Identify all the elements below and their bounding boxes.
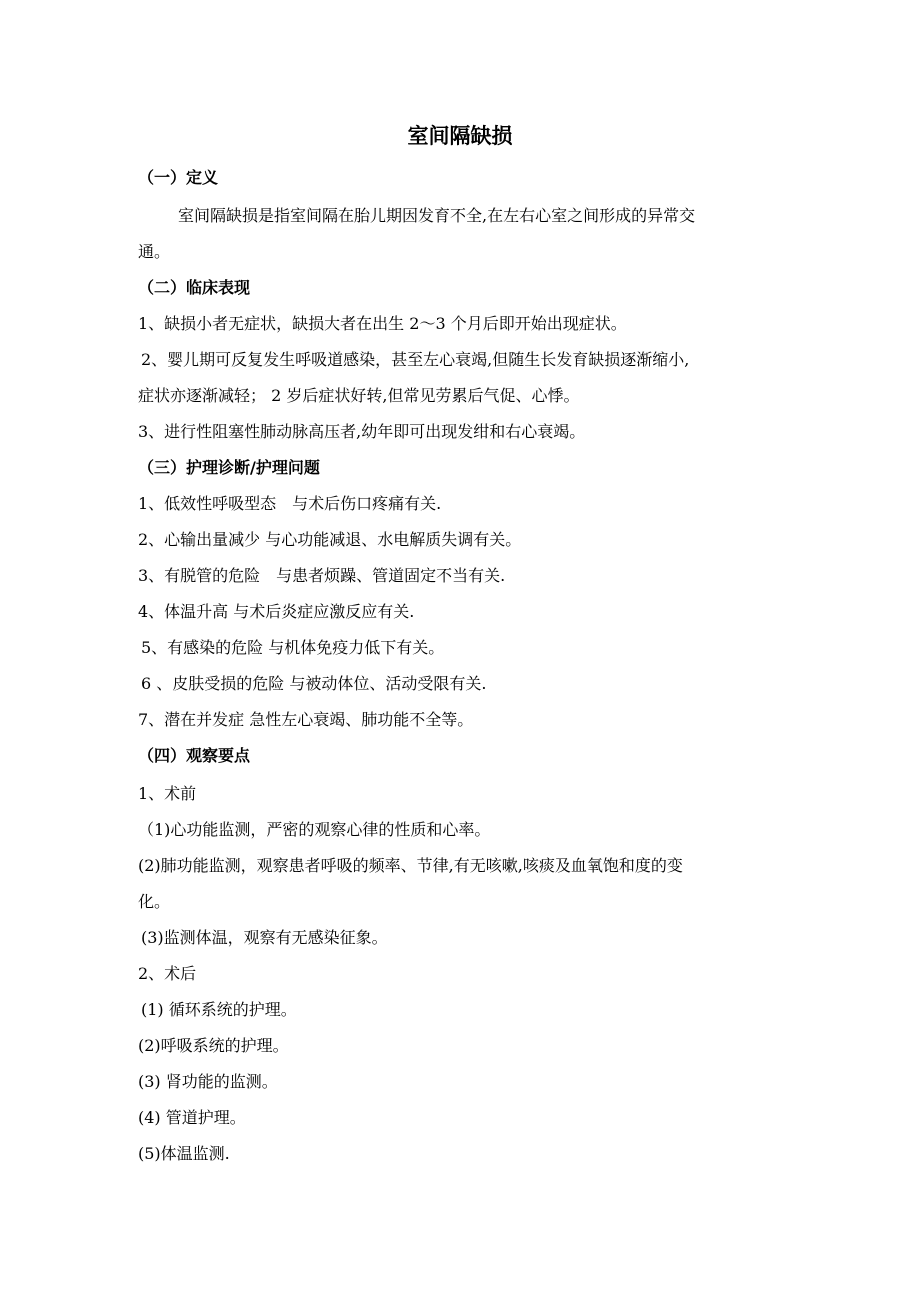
preop-label: 1、术前 <box>138 784 197 803</box>
preop-item: (3)监测体温，观察有无感染征象。 <box>141 928 388 947</box>
postop-item: (3) 肾功能的监测。 <box>138 1072 278 1091</box>
diagnosis-item: 6 、皮肤受损的危险 与被动体位、活动受限有关. <box>141 674 487 693</box>
postop-item: (1) 循环系统的护理。 <box>141 1000 297 1019</box>
clinical-item: 症状亦逐渐减轻； 2 岁后症状好转,但常见劳累后气促、心悸。 <box>138 386 580 405</box>
section-heading-clinical: （二）临床表现 <box>138 278 251 297</box>
preop-item: （1)心功能监测，严密的观察心律的性质和心率。 <box>138 820 491 839</box>
postop-item: (4) 管道护理。 <box>138 1108 246 1127</box>
diagnosis-item: 3、有脱管的危险 与患者烦躁、管道固定不当有关. <box>138 566 506 585</box>
postop-item: (2)呼吸系统的护理。 <box>138 1036 289 1055</box>
diagnosis-item: 5、有感染的危险 与机体免疫力低下有关。 <box>141 638 445 657</box>
section-heading-observation: （四）观察要点 <box>138 746 251 765</box>
document-title: 室间隔缺损 <box>407 124 513 148</box>
diagnosis-item: 4、体温升高 与术后炎症应激反应有关. <box>138 602 415 621</box>
clinical-item: 1、缺损小者无症状，缺损大者在出生 2～3 个月后即开始出现症状。 <box>138 314 627 333</box>
definition-paragraph-line: 室间隔缺损是指室间隔在胎儿期因发育不全,在左右心室之间形成的异常交 <box>178 206 696 225</box>
diagnosis-item: 1、低效性呼吸型态 与术后伤口疼痛有关. <box>138 494 442 513</box>
section-heading-diagnosis: （三）护理诊断/护理问题 <box>138 458 320 477</box>
clinical-item: 3、进行性阻塞性肺动脉高压者,幼年即可出现发绀和右心衰竭。 <box>138 422 586 441</box>
section-heading-definition: （一）定义 <box>138 168 219 187</box>
preop-item: (2)肺功能监测，观察患者呼吸的频率、节律,有无咳嗽,咳痰及血氧饱和度的变 <box>138 856 683 875</box>
diagnosis-item: 7、潜在并发症 急性左心衰竭、肺功能不全等。 <box>138 710 474 729</box>
postop-item: (5)体温监测. <box>138 1144 230 1163</box>
preop-item: 化。 <box>138 892 171 911</box>
definition-paragraph-line: 通。 <box>138 242 171 261</box>
clinical-item: 2、婴儿期可反复发生呼吸道感染，甚至左心衰竭,但随生长发育缺损逐渐缩小, <box>141 350 690 369</box>
diagnosis-item: 2、心输出量减少 与心功能减退、水电解质失调有关。 <box>138 530 522 549</box>
postop-label: 2、术后 <box>138 964 197 983</box>
